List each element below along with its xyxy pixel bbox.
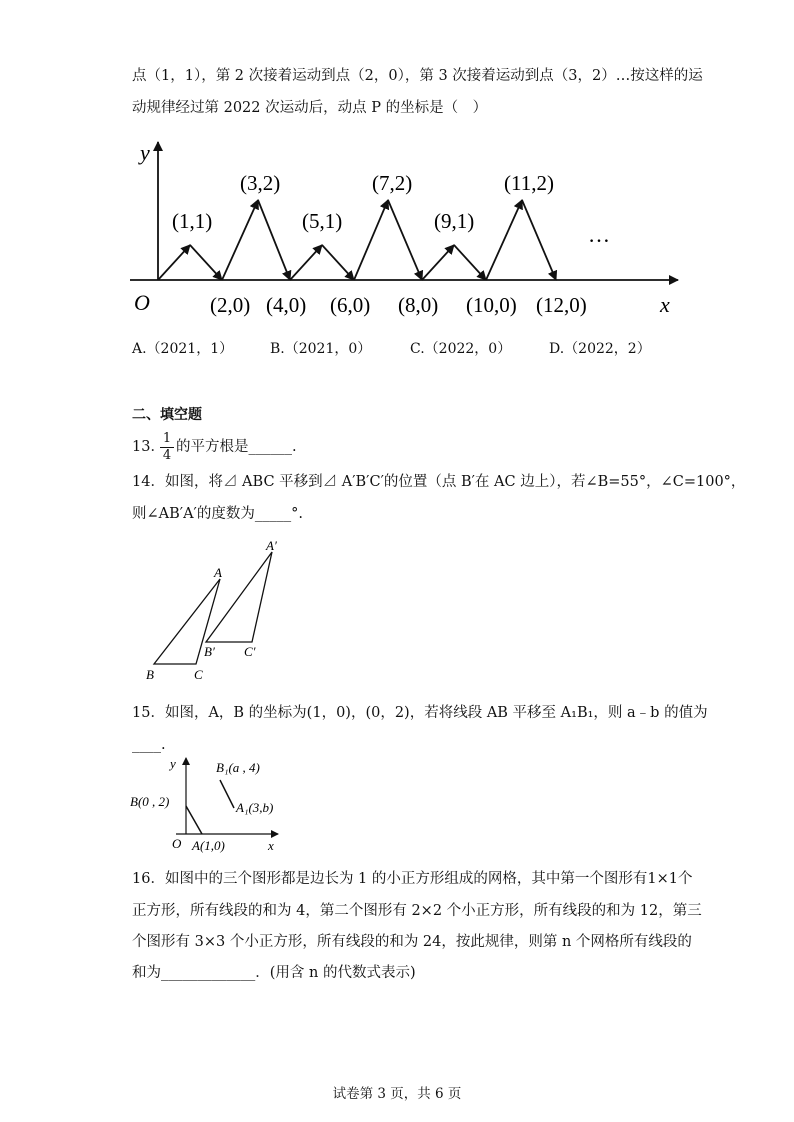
q12-zigzag-figure (126, 134, 686, 324)
page-footer: 试卷第 3 页，共 6 页 (332, 1086, 462, 1102)
q12-option-c[interactable]: C.（2022，0） (410, 341, 512, 357)
q14-label-b: B (146, 667, 154, 682)
q16-text-line1: 16．如图中的三个图形都是边长为 1 的小正方形组成的网格，其中第一个图形有1×1个 (132, 871, 693, 887)
q12-peak-label: (11,2) (504, 171, 554, 195)
q16-text-line2: 正方形，所有线段的和为 4，第二个图形有 2×2 个小正方形，所有线段的和为 12，第三 (132, 903, 702, 919)
q12-y-label: y (140, 140, 150, 165)
q12-option-b[interactable]: B.（2021，0） (270, 341, 372, 357)
q15-text-line2: ____. (132, 737, 166, 753)
q12-peak-label: (7,2) (372, 171, 413, 195)
q15-label-b: B(0 , 2) (130, 794, 170, 809)
q12-axis-point-label: (12,0) (536, 293, 587, 317)
q15-x-label: x (268, 838, 274, 853)
q14-label-c-prime: C′ (244, 644, 256, 659)
q12-origin-label: O (134, 290, 150, 315)
q15-text-line1: 15．如图，A，B 的坐标为(1，0)，(0，2)，若将线段 AB 平移至 A₁B₁，则 a﹣b 的值为 (132, 705, 708, 721)
q12-x-label: x (660, 292, 670, 317)
q14-label-a: A (214, 565, 222, 580)
q14-label-b-prime: B′ (204, 644, 215, 659)
q15-coordinate-figure (126, 754, 296, 858)
q12-axis-point-label: (10,0) (466, 293, 517, 317)
q15-segment-a1b1 (220, 780, 234, 808)
q14-text-line1: 14．如图，将⊿ ABC 平移到⊿ A′B′C′的位置（点 B′在 AC 边上），若∠B=55°，∠C=100°， (132, 474, 746, 490)
q12-peak-label: (5,1) (302, 209, 343, 233)
q16-text-line4: 和为_____________．(用含 n 的代数式表示) (132, 965, 416, 981)
q13-text: 的平方根是______. (176, 439, 297, 455)
q13-number: 13． (132, 439, 165, 455)
q14-triangle-figure (140, 536, 290, 686)
section-title: 二、填空题 (132, 407, 202, 423)
q12-axis-point-label: (2,0) (210, 293, 251, 317)
q15-y-label: y (170, 756, 176, 771)
q12-axis-point-label: (8,0) (398, 293, 439, 317)
q12-peak-label: (9,1) (434, 209, 475, 233)
q15-origin-label: O (172, 836, 182, 851)
q13-fraction (160, 432, 174, 463)
q12-zigzag-arrows (158, 200, 556, 280)
q16-text-line3: 个图形有 3×3 个小正方形，所有线段的和为 24，按此规律，则第 n 个网格所有线段的 (132, 934, 692, 950)
q15-label-b1: B₁(a , 4) (216, 760, 260, 775)
q14-text-line2: 则∠AB′A′的度数为_____°. (132, 506, 303, 522)
q12-peak-label: (3,2) (240, 171, 281, 195)
q12-option-a[interactable]: A.（2021，1） (132, 341, 234, 357)
q12-ellipsis: … (588, 222, 610, 247)
q15-label-a1: A₁(3,b) (236, 800, 274, 815)
q14-label-c: C (194, 667, 203, 682)
q15-label-a: A(1,0) (192, 838, 225, 853)
q12-peak-label: (1,1) (172, 209, 213, 233)
q13-fraction-numerator: 1 (162, 431, 172, 446)
q12-text-line1: 点（1，1），第 2 次接着运动到点（2，0），第 3 次接着运动到点（3，2）…按这样的运 (132, 68, 703, 84)
q12-axis-point-label: (6,0) (330, 293, 371, 317)
q13-fraction-denominator: 4 (162, 448, 172, 463)
q12-option-d[interactable]: D.（2022，2） (549, 341, 651, 357)
q15-segment-ab (186, 806, 202, 834)
q12-text-line2: 动规律经过第 2022 次运动后，动点 P 的坐标是（ ） (132, 100, 488, 116)
q12-axis-point-label: (4,0) (266, 293, 307, 317)
q14-label-a-prime: A′ (266, 538, 277, 553)
